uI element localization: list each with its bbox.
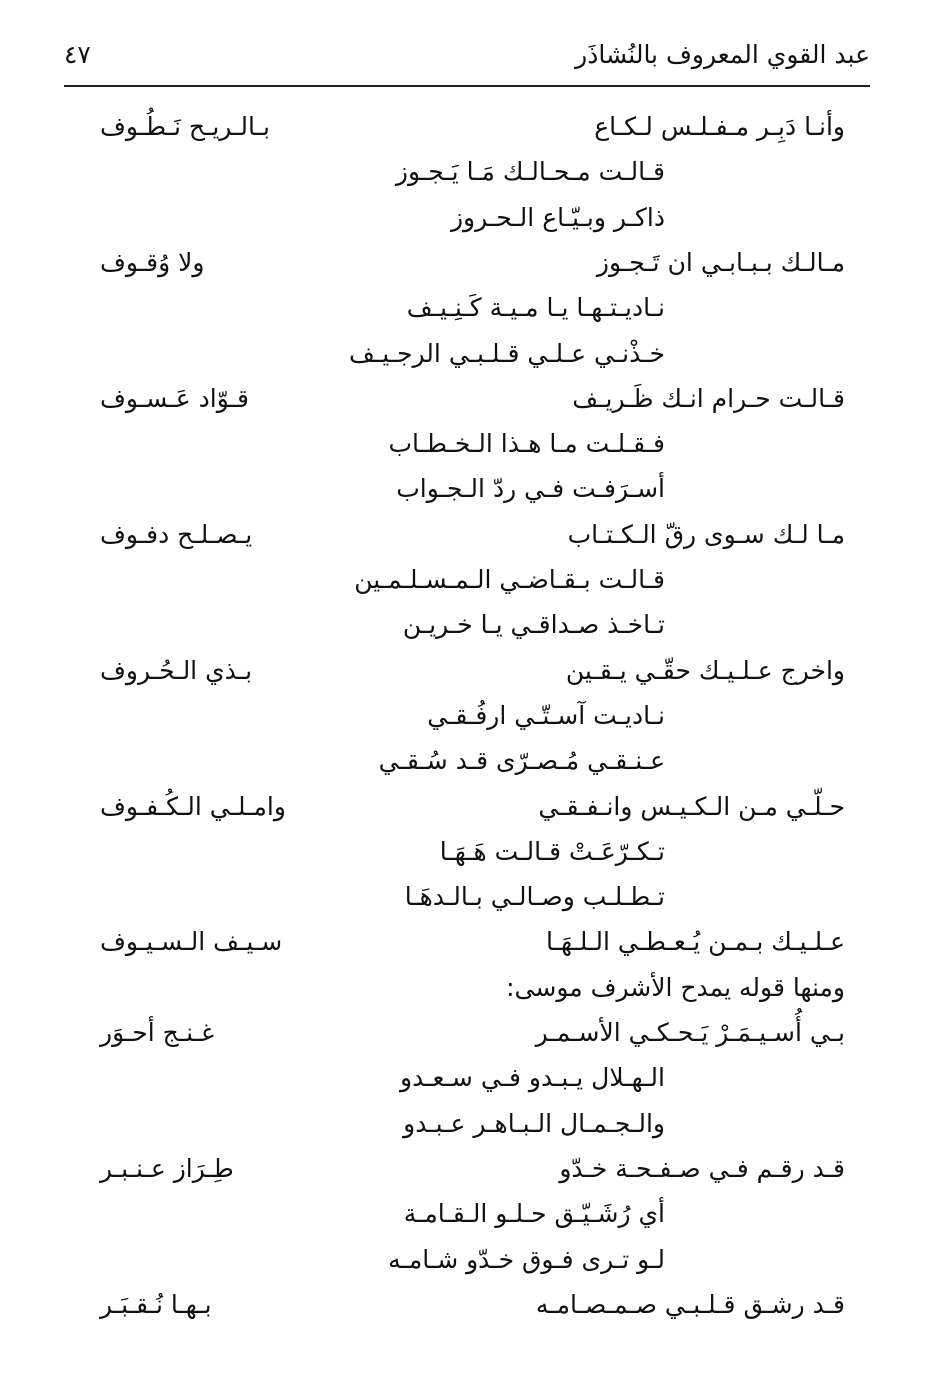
refrain-text: والـجـمـال الـبـاهـر عـبـدو [403, 1109, 665, 1138]
refrain-text: ذاكـر وبـيّـاع الـحـروز [450, 203, 665, 232]
verse-line [100, 107, 845, 147]
refrain-line [280, 424, 665, 464]
verse-line [100, 1149, 845, 1189]
verse-first-hemistich: عـلـيـك بـمـن يُـعـطـي الـلـهَـا [546, 927, 845, 956]
refrain-text: نـاديـتـهـا يـا مـيـة كَـنِـيـف [406, 293, 665, 322]
refrain-line [280, 198, 665, 238]
verse-second-hemistich: غـنـج أحـوَر [100, 1018, 215, 1047]
verse-second-hemistich: ولا وُقـوف [100, 248, 205, 277]
verse-line [100, 787, 845, 827]
verse-second-hemistich: يـصـلـح دفـوف [100, 520, 253, 549]
refrain-text: أي رُشَـيّـق حـلـو الـقـامـة [403, 1199, 665, 1228]
verse-first-hemistich: بـي أُسـيـمَـرْ يَـحـكـي الأسـمـر [535, 1018, 845, 1047]
refrain-line [280, 1194, 665, 1234]
verse-line [100, 243, 845, 283]
verse-second-hemistich: بـالـريـح نَـطُـوف [100, 112, 270, 141]
refrain-line [280, 560, 665, 600]
running-title: عبد القوي المعروف بالنُشاذَر [575, 40, 870, 69]
verse-second-hemistich: طِـرَاز عـنـبـر [100, 1154, 234, 1183]
verse-second-hemistich: بـذي الـحُـروف [100, 656, 253, 685]
verse-second-hemistich: وامـلـي الـكُـفـوف [100, 792, 286, 821]
verse-first-hemistich: واخرج عـلـيـك حقّـي يـقـين [565, 656, 845, 685]
refrain-line [280, 832, 665, 872]
verse-first-hemistich: وأنـا دَبِـر مـفـلـس لـكـاع [594, 112, 845, 141]
refrain-line [280, 1058, 665, 1098]
verse-line [100, 379, 845, 419]
verse-second-hemistich: قـوّاد عَـسـوف [100, 384, 249, 413]
verse-first-hemistich: مـالـك بـبـابـي ان تَـجـوز [596, 248, 845, 277]
refrain-line [280, 152, 665, 192]
refrain-text: لـو تـرى فـوق خـدّو شـامـه [388, 1245, 665, 1274]
verse-first-hemistich: حـلّـي مـن الـكـيـس وانـفـقـي [538, 792, 845, 821]
refrain-text: فـقـلـت مـا هـذا الـخـطـاب [388, 429, 665, 458]
page-number: ٤٧ [64, 40, 91, 69]
refrain-line [280, 696, 665, 736]
refrain-text: تـاخـذ صـداقـي يـا خـريـن [402, 610, 665, 639]
refrain-line [280, 334, 665, 374]
verse-second-hemistich: بـهـا نُـقـبَـر [100, 1290, 212, 1319]
refrain-line [280, 877, 665, 917]
verse-first-hemistich: قـد رشـق قـلـبـي صـمـصـامـه [535, 1290, 845, 1319]
refrain-line [280, 1240, 665, 1280]
refrain-line [280, 288, 665, 328]
prose-intro: ومنها قوله يمدح الأشرف موسى: [506, 973, 845, 1002]
verse-line [100, 651, 845, 691]
refrain-text: قـالـت بـقـاضـي الـمـسـلـمـين [354, 565, 665, 594]
refrain-line [280, 741, 665, 781]
verse-first-hemistich: قـالـت حـرام انـك ظَـريـف [572, 384, 845, 413]
verse-first-hemistich: قـد رقـم فـي صـفـحـة خـدّو [559, 1154, 845, 1183]
refrain-line [280, 605, 665, 645]
refrain-text: قـالـت مـحـالـك مَـا يَـجـوز [395, 157, 665, 186]
verse-first-hemistich: مـا لـك سـوى رقّ الـكـتـاب [567, 520, 845, 549]
verse-second-hemistich: سـيـف الـسـيـوف [100, 927, 283, 956]
refrain-text: عـنـقـي مُـصـرّى قـد سُـقـي [378, 746, 665, 775]
refrain-text: الـهـلال يـبـدو فـي سـعـدو [400, 1063, 665, 1092]
verse-line [100, 922, 845, 962]
refrain-text: أسـرَفـت فـي ردّ الـجـواب [396, 474, 665, 503]
refrain-text: نـاديـت آسـتّـي ارفُـقـي [427, 701, 665, 730]
verse-line [100, 515, 845, 555]
refrain-line [280, 1104, 665, 1144]
refrain-text: تـكـرّعَـتْ قـالـت هَـهَـا [439, 837, 665, 866]
refrain-text: خـذْنـي عـلـي قـلـبـي الرجـيـف [348, 339, 665, 368]
page-header [64, 40, 870, 80]
refrain-text: تـطـلـب وصـالـي بـالـدهَـا [404, 882, 665, 911]
header-rule [64, 85, 870, 87]
verse-line [100, 1013, 845, 1053]
refrain-line [280, 469, 665, 509]
verse-line [100, 1285, 845, 1325]
